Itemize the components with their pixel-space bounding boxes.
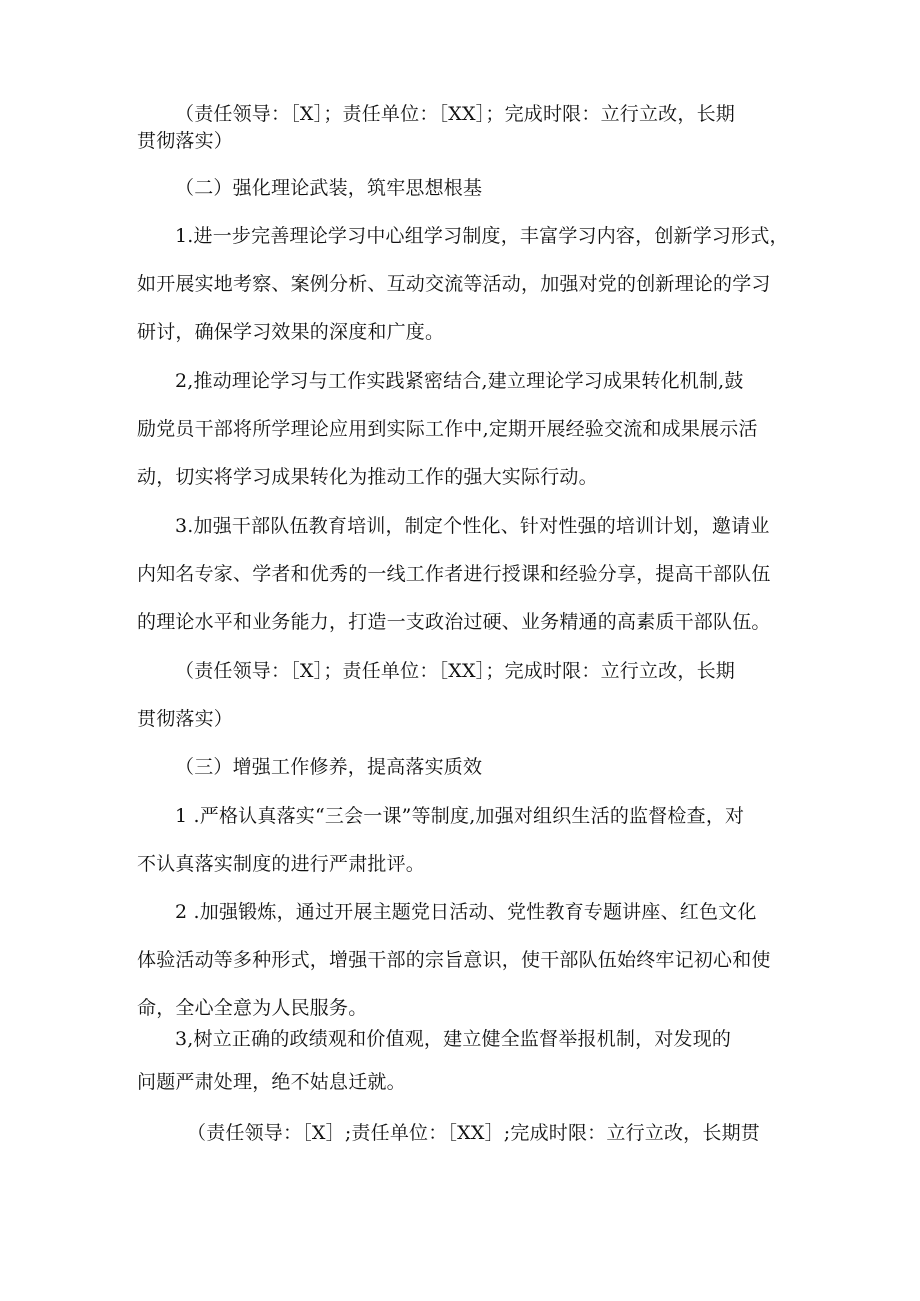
text-line: 的理论水平和业务能力，打造一支政治过硬、业务精通的高素质干部队伍。 bbox=[137, 611, 771, 633]
section-heading: （三）增强工作修养，提高落实质效 bbox=[175, 756, 483, 778]
text-line: 3,树立正确的政绩观和价值观，建立健全监督举报机制，对发现的 bbox=[175, 1028, 732, 1050]
text-line: 1.进一步完善理论学习中心组学习制度，丰富学习内容，创新学习形式， bbox=[175, 225, 789, 247]
text-line: 体验活动等多种形式，增强干部的宗旨意识，使干部队伍始终牢记初心和使 bbox=[137, 949, 771, 971]
text-line: 2 .加强锻炼，通过开展主题党日活动、党性教育专题讲座、红色文化 bbox=[175, 901, 757, 923]
text-line: 问题严肃处理，绝不姑息迁就。 bbox=[137, 1071, 406, 1093]
text-line: 动，切实将学习成果转化为推动工作的强大实际行动。 bbox=[137, 466, 598, 488]
text-line: 研讨，确保学习效果的深度和广度。 bbox=[137, 321, 445, 343]
text-line: 2,推动理论学习与工作实践紧密结合,建立理论学习成果转化机制,鼓 bbox=[175, 370, 744, 392]
text-line: （责任领导：［X］;责任单位：［XX］;完成时限：立行立改，长期贯 bbox=[187, 1122, 760, 1144]
text-line: 如开展实地考察、案例分析、互动交流等活动，加强对党的创新理论的学习 bbox=[137, 273, 771, 295]
text-line: 贯彻落实） bbox=[137, 708, 234, 730]
text-line: （责任领导：［X］；责任单位：［XX］；完成时限：立行立改，长期 bbox=[175, 103, 735, 125]
text-line: 3.加强干部队伍教育培训，制定个性化、针对性强的培训计划，邀请业 bbox=[175, 515, 770, 537]
text-line: 内知名专家、学者和优秀的一线工作者进行授课和经验分享，提高干部队伍 bbox=[137, 563, 771, 585]
text-line: 1 .严格认真落实“三会一课”等制度,加强对组织生活的监督检查，对 bbox=[175, 805, 745, 827]
text-line: 命，全心全意为人民服务。 bbox=[137, 997, 368, 1019]
section-heading: （二）强化理论武装，筑牢思想根基 bbox=[175, 177, 483, 199]
text-line: 不认真落实制度的进行严肃批评。 bbox=[137, 853, 426, 875]
text-line: （责任领导：［X］；责任单位：［XX］；完成时限：立行立改，长期 bbox=[175, 660, 735, 682]
text-line: 贯彻落实） bbox=[137, 130, 234, 152]
text-line: 励党员干部将所学理论应用到实际工作中,定期开展经验交流和成果展示活 bbox=[137, 418, 758, 440]
